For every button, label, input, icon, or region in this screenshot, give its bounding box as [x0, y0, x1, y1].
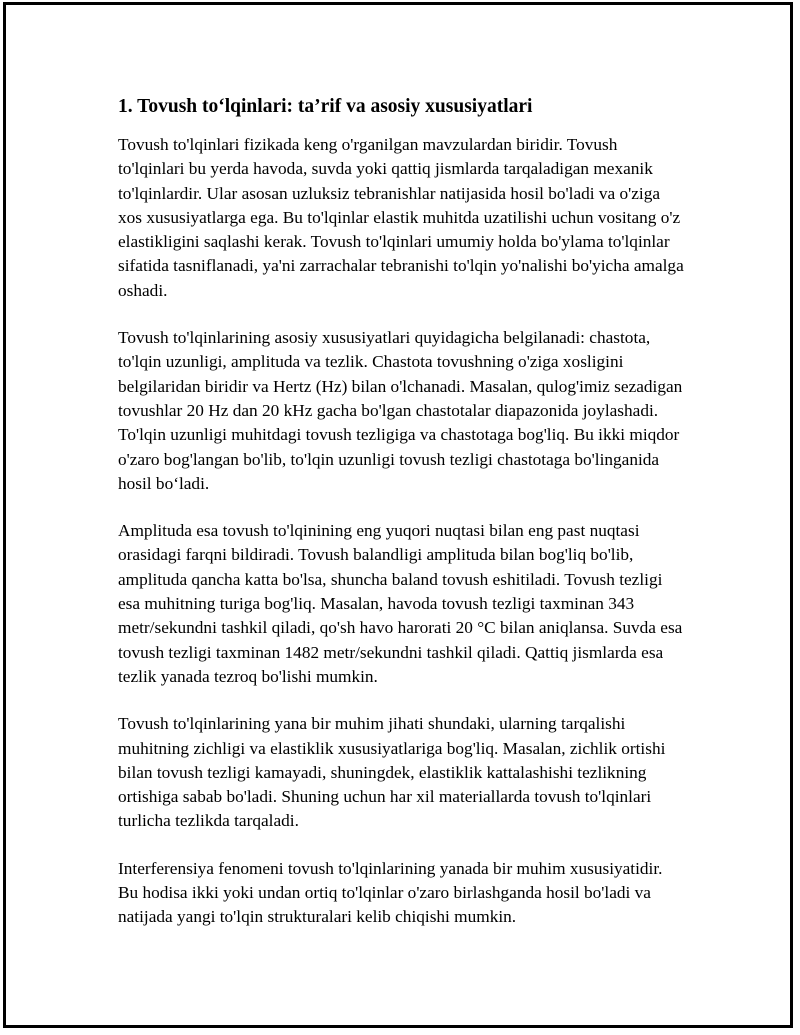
- paragraph-amplitude-speed: Amplituda esa tovush to'lqinining eng yuqori nuqtasi bilan eng past nuqtasi orasidagi farqni bildiradi. Tovush balandligi amplituda bilan bog'liq bo'lib, amplituda qancha katta bo'lsa, shuncha baland tovush eshitiladi. Tovush tezligi esa muhitning turiga bog'liq. Masalan, havoda tovush tezligi taxminan 343 metr/sekundni tashkil qiladi, qo'sh havo harorati 20 °C bilan aniqlansa. Suvda esa tovush tezligi taxminan 1482 metr/sekundni tashkil qiladi. Qattiq jismlarda esa tezlik yanada tezroq bo'lishi mumkin.: [118, 521, 683, 686]
- section-heading: 1. Tovush to‘lqinlari: ta’rif va asosiy xususiyatlari: [118, 96, 533, 117]
- paragraph-main-properties: Tovush to'lqinlarining asosiy xususiyatlari quyidagicha belgilanadi: chastota, to'lqin uzunligi, amplituda va tezlik. Chastota tovushning o'ziga xosligini belgilaridan biridir va Hertz (Hz) bilan o'lchanadi. Masalan, qulog'imiz sezadigan tovushlar 20 Hz dan 20 kHz gacha bo'lgan chastotalar diapazonida joylashadi. To'lqin uzunligi muhitdagi tovush tezligiga va chastotaga bog'liq. Bu ikki miqdor o'zaro bog'langan bo'lib, to'lqin uzunligi tovush tezligi chastotaga bo'linganida hosil bo‘ladi.: [118, 328, 683, 493]
- paragraph-interference: Interferensiya fenomeni tovush to'lqinlarining yanada bir muhim xususiyatidir. Bu hodisa ikki yoki undan ortiq to'lqinlar o'zaro birlashganda hosil bo'ladi va natijada yangi to'lqin strukturalari kelib chiqishi mumkin.: [118, 858, 663, 927]
- document-body: [118, 93, 684, 953]
- paragraph-medium-density: Tovush to'lqinlarining yana bir muhim jihati shundaki, ularning tarqalishi muhitning zichligi va elastiklik xususiyatlariga bog'liq. Masalan, zichlik ortishi bilan tovush tezligi kamayadi, shuningdek, elastiklik kattalashishi tezlikning ortishiga sabab bo'ladi. Shuning uchun har xil materiallarda tovush to'lqinlari turlicha tezlikda tarqaladi.: [118, 714, 666, 831]
- paragraph-definition: Tovush to'lqinlari fizikada keng o'rganilgan mavzulardan biridir. Tovush to'lqinlari bu yerda havoda, suvda yoki qattiq jismlarda tarqaladigan mexanik to'lqinlardir. Ular asosan uzluksiz tebranishlar natijasida hosil bo'ladi va o'ziga xos xususiyatlarga ega. Bu to'lqinlar elastik muhitda uzatilishi uchun vositang o'z elastikligini saqlashi kerak. Tovush to'lqinlari umumiy holda bo'ylama to'lqinlar sifatida tasniflanadi, ya'ni zarrachalar tebranishi to'lqin yo'nalishi bo'yicha amalga oshadi.: [118, 135, 684, 300]
